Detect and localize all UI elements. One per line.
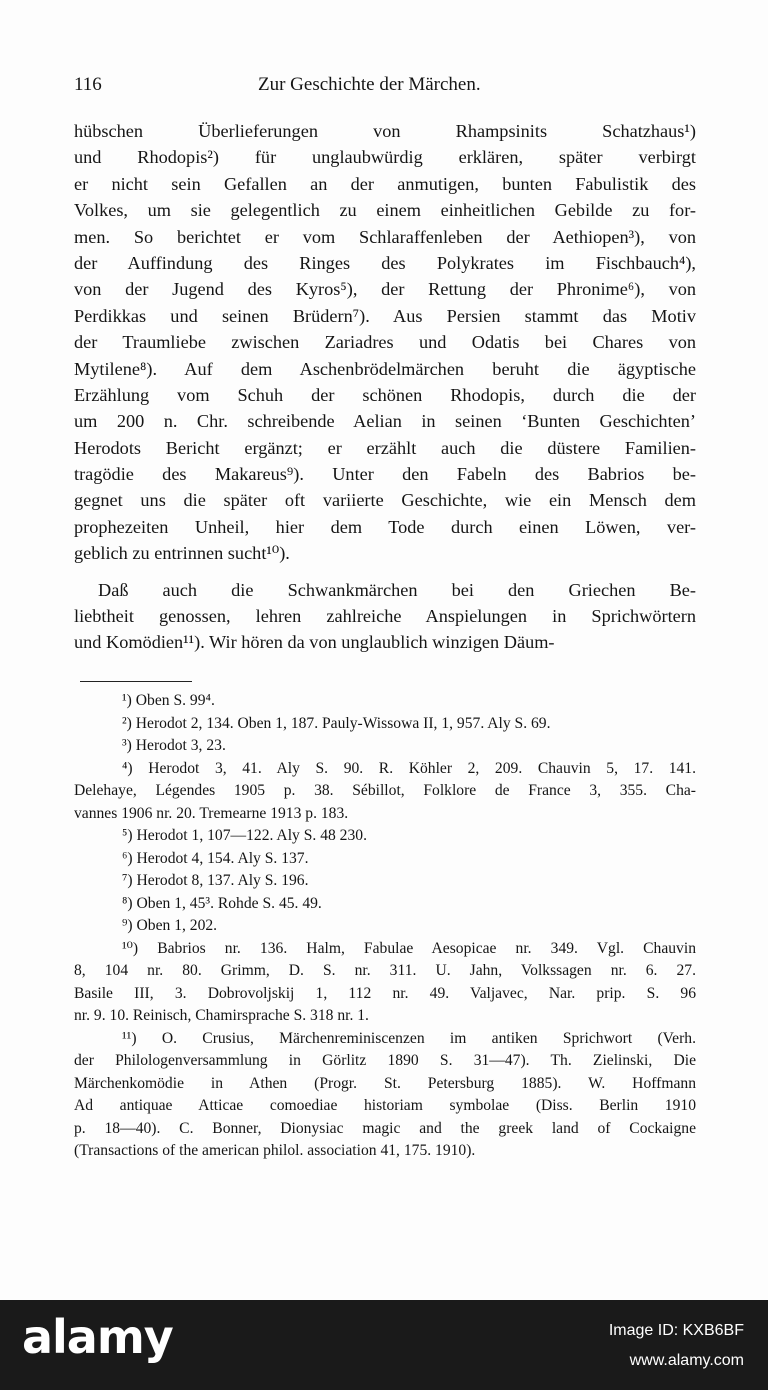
watermark-bar — [0, 1300, 768, 1390]
text-line: der Traumliebe zwischen Zariadres und Odatis bei Chares von — [74, 332, 696, 353]
footnote-line: ⁸) Oben 1, 45³. Rohde S. 45. 49. — [122, 894, 322, 912]
footnote — [74, 893, 696, 916]
paragraph-2 — [74, 577, 696, 656]
text-line: Volkes, um sie gelegentlich zu einem einheitlichen Gebilde zu for- — [74, 200, 696, 221]
footnote-line: ⁶) Herodot 4, 154. Aly S. 137. — [122, 849, 309, 867]
text-line: um 200 n. Chr. schreibende Aelian in seinen ‘Bunten Geschichten’ — [74, 411, 696, 432]
footnote-line: ²) Herodot 2, 134. Oben 1, 187. Pauly-Wissowa II, 1, 957. Aly S. 69. — [122, 714, 551, 732]
page-header — [74, 74, 696, 104]
paragraph-1 — [74, 118, 696, 567]
footnote-line: ⁵) Herodot 1, 107—122. Aly S. 48 230. — [122, 827, 367, 844]
footnote-line: ³) Herodot 3, 23. — [122, 737, 226, 754]
footnote-line: 8, 104 nr. 80. Grimm, D. S. nr. 311. U. Jahn, Volkssagen nr. 6. 27. — [74, 962, 696, 979]
footnote-line: Märchenkomödie in Athen (Progr. St. Petersburg 1885). W. Hoffmann — [74, 1074, 696, 1092]
footnote-line: der Philologenversammlung in Görlitz 1890 S. 31—47). Th. Zielinski, Die — [74, 1052, 696, 1069]
footnote-line: (Transactions of the american philol. association 41, 175. 1910). — [74, 1142, 476, 1159]
text-line: gegnet uns die später oft variierte Geschichte, wie ein Mensch dem — [74, 490, 696, 511]
text-line: Erzählung vom Schuh der schönen Rhodopis, durch die der — [74, 384, 696, 405]
text-line: prophezeiten Unheil, hier dem Tode durch einen Löwen, ver- — [74, 516, 696, 537]
text-line: hübschen Überlieferungen von Rhampsinits Schatzhaus¹) — [74, 121, 696, 141]
text-line: von der Jugend des Kyros⁵), der Rettung der Phronime⁶), von — [74, 279, 696, 300]
footnote — [74, 938, 696, 1028]
text-line: und Rhodopis²) für unglaubwürdig erklären, später verbirgt — [74, 147, 696, 168]
text-line: Perdikkas und seinen Brüdern⁷). Aus Persien stammt das Motiv — [74, 305, 696, 326]
footnote — [74, 915, 696, 938]
running-title: Zur Geschichte der Märchen. — [258, 74, 481, 95]
text-line: und Komödien¹¹). Wir hören da von unglaublich winzigen Däum- — [74, 632, 555, 653]
footnote-line: ¹⁰) Babrios nr. 136. Halm, Fabulae Aesopicae nr. 349. Vgl. Chauvin — [122, 939, 696, 957]
footnote-line: Ad antiquae Atticae comoediae historiam symbolae (Diss. Berlin 1910 — [74, 1097, 696, 1114]
footnote-line: vannes 1906 nr. 20. Tremearne 1913 p. 183. — [74, 804, 349, 822]
image-id: Image ID: KXB6BF — [608, 1322, 744, 1339]
footnote — [74, 713, 696, 736]
footnotes — [74, 690, 696, 1163]
footnote — [74, 825, 696, 848]
text-line: tragödie des Makareus⁹). Unter den Fabeln des Babrios be- — [74, 464, 696, 485]
site-url: www.alamy.com — [629, 1352, 744, 1369]
footnote-separator — [80, 681, 192, 682]
text-line: er nicht sein Gefallen an der anmutigen, bunten Fabulistik des — [74, 173, 696, 194]
alamy-logo: alamy — [22, 1310, 173, 1364]
footnote-line: ¹) Oben S. 99⁴. — [122, 692, 215, 709]
text-line: Herodots Bericht ergänzt; er erzählt auch die düstere Familien- — [74, 437, 696, 458]
footnote — [74, 758, 696, 826]
footnote-line: Basile III, 3. Dobrovoljskij 1, 112 nr. 49. Valjavec, Nar. prip. S. 96 — [74, 984, 696, 1002]
footnote — [74, 848, 696, 871]
footnote-line: ⁹) Oben 1, 202. — [122, 917, 218, 934]
text-line: men. So berichtet er vom Schlaraffenleben der Aethiopen³), von — [74, 226, 696, 247]
footnote-line: ⁷) Herodot 8, 137. Aly S. 196. — [122, 872, 309, 889]
text-line: Daß auch die Schwankmärchen bei den Griechen Be- — [98, 579, 696, 600]
text-line: geblich zu entrinnen sucht¹⁰). — [74, 543, 290, 564]
footnote — [74, 1028, 696, 1163]
text-line: der Auffindung des Ringes des Polykrates im Fischbauch⁴), — [74, 252, 696, 273]
footnote-line: ¹¹) O. Crusius, Märchenreminiscenzen im antiken Sprichwort (Verh. — [122, 1029, 696, 1047]
footnote-line: p. 18—40). C. Bonner, Dionysiac magic and the greek land of Cockaigne — [74, 1119, 696, 1137]
main-text — [74, 118, 696, 656]
page-number: 116 — [74, 74, 102, 95]
text-line: Mytilene⁸). Auf dem Aschenbrödelmärchen beruht die ägyptische — [74, 358, 696, 379]
footnote — [74, 735, 696, 758]
footnote — [74, 690, 696, 713]
footnote-line: ⁴) Herodot 3, 41. Aly S. 90. R. Köhler 2, 209. Chauvin 5, 17. 141. — [122, 759, 696, 777]
footnote-line: nr. 9. 10. Reinisch, Chamirsprache S. 318 nr. 1. — [74, 1007, 369, 1024]
footnote — [74, 870, 696, 893]
text-line: liebtheit genossen, lehren zahlreiche Anspielungen in Sprichwörtern — [74, 606, 696, 627]
footnote-line: Delehaye, Légendes 1905 p. 38. Sébillot, Folklore de France 3, 355. Cha- — [74, 782, 696, 799]
